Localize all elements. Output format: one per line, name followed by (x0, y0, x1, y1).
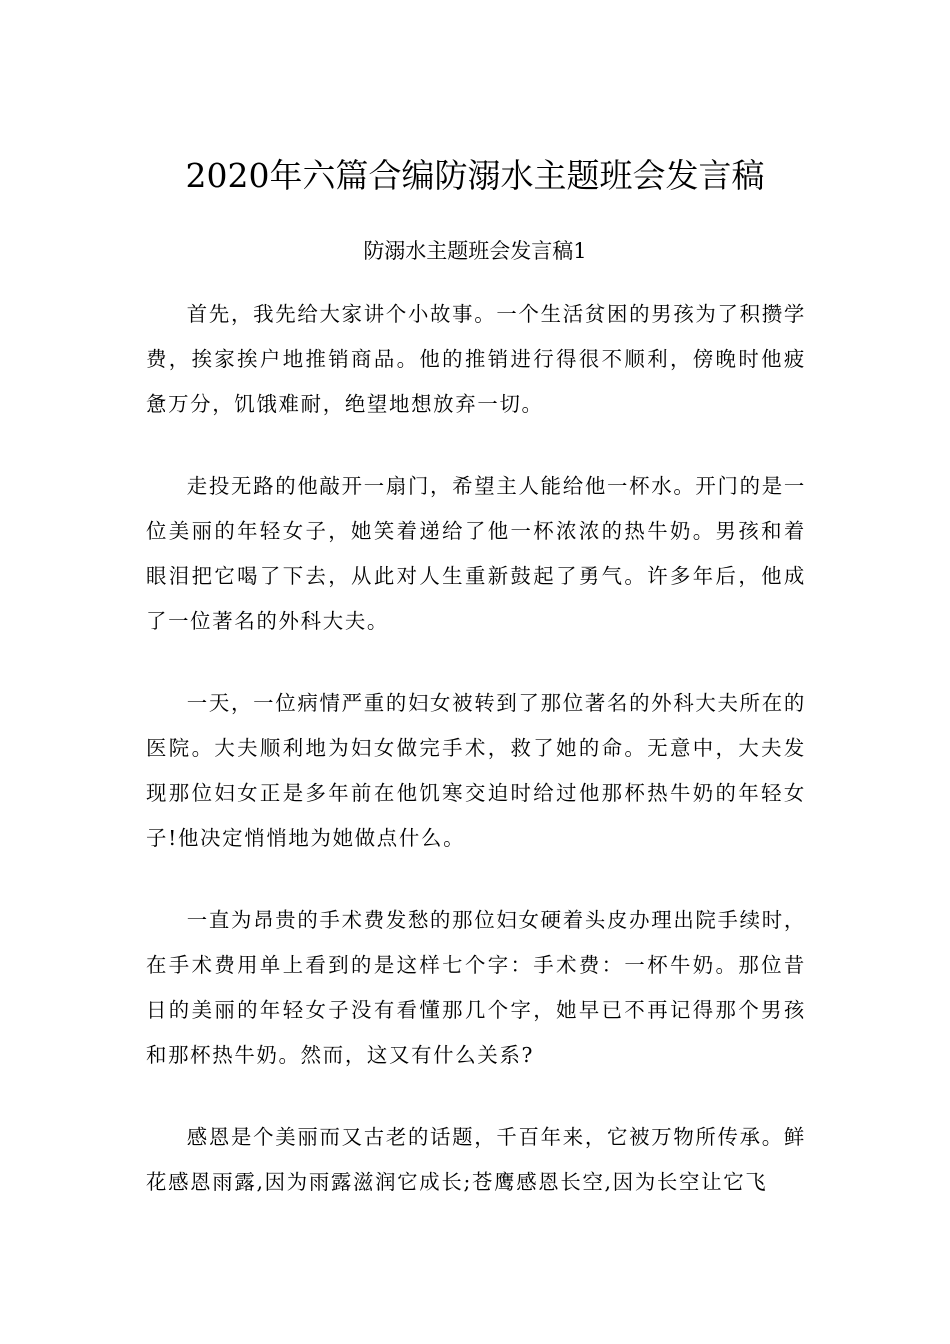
section-heading: 防溺水主题班会发言稿1 (363, 239, 587, 263)
paragraph: 感恩是个美丽而又古老的话题，千百年来，它被万物所传承。鲜花感恩雨露,因为雨露滋润它成长;苍鹰感恩长空,因为长空让它飞 (146, 1125, 806, 1194)
paragraph: 首先，我先给大家讲个小故事。一个生活贫困的男孩为了积攒学费，挨家挨户地推销商品。他的推销进行得很不顺利，傍晚时他疲惫万分，饥饿难耐，绝望地想放弃一切。 (146, 302, 806, 416)
paragraph: 一天，一位病情严重的妇女被转到了那位著名的外科大夫所在的医院。大夫顺利地为妇女做完手术，救了她的命。无意中，大夫发现那位妇女正是多年前在他饥寒交迫时给过他那杯热牛奶的年轻女子!他决定悄悄地为她做点什么。 (146, 691, 806, 850)
paragraph: 一直为昂贵的手术费发愁的那位妇女硬着头皮办理出院手续时，在手术费用单上看到的是这样七个字：手术费：一杯牛奶。那位昔日的美丽的年轻女子没有看懂那几个字，她早已不再记得那个男孩和那杯热牛奶。然而，这又有什么关系? (146, 908, 806, 1067)
document-body (146, 292, 806, 1242)
paragraph: 走投无路的他敲开一扇门，希望主人能给他一杯水。开门的是一位美丽的年轻女子，她笑着递给了他一杯浓浓的热牛奶。男孩和着眼泪把它喝了下去，从此对人生重新鼓起了勇气。许多年后，他成了一位著名的外科大夫。 (146, 474, 806, 633)
document-title: 2020年六篇合编防溺水主题班会发言稿 (185, 156, 765, 195)
